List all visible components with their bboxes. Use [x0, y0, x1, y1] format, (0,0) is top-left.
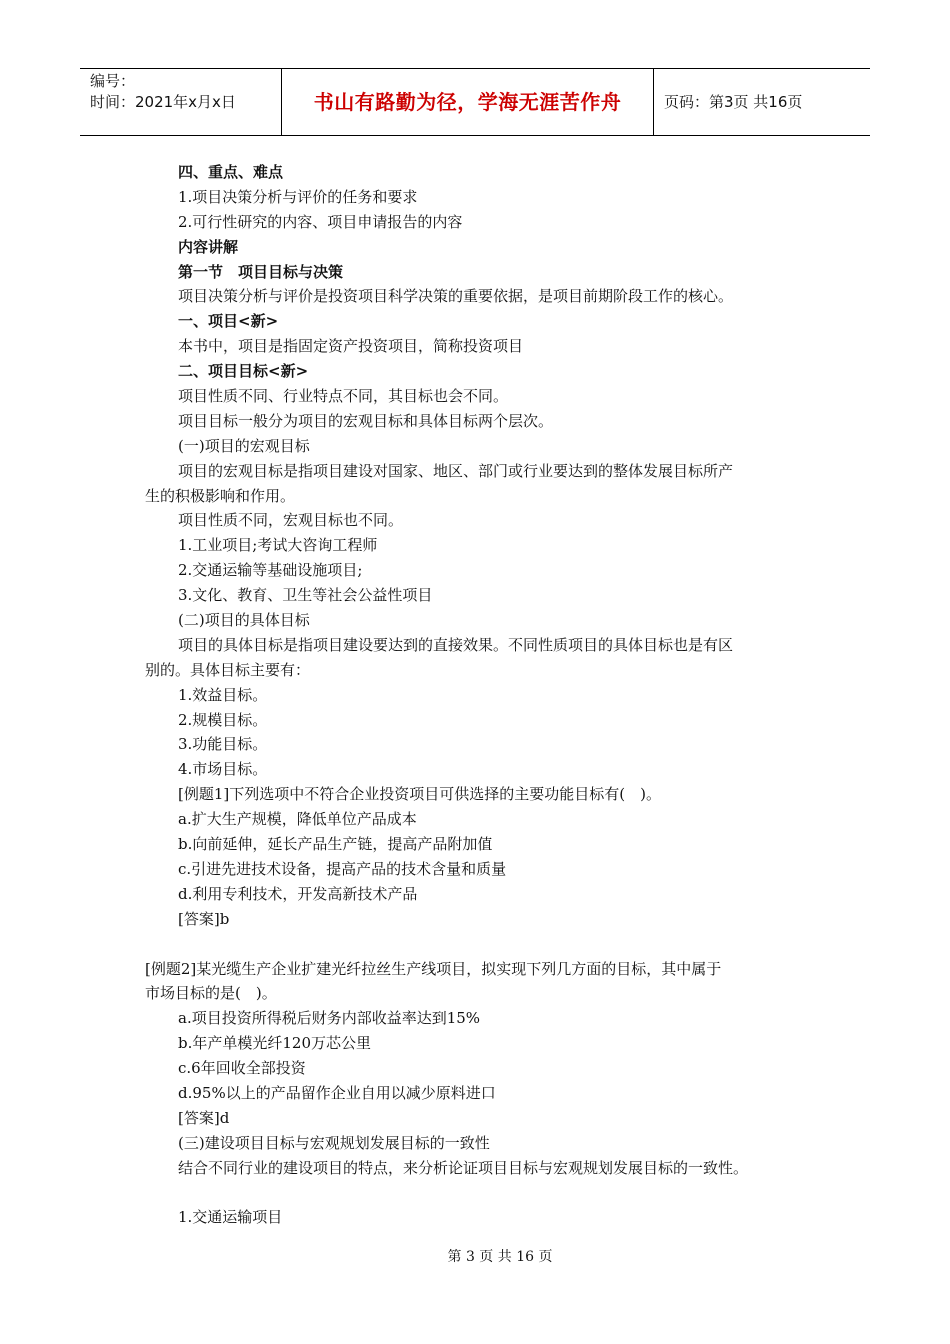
section-heading: 第一节 项目目标与决策	[178, 262, 344, 281]
option-item: a.项目投资所得税后财务内部收益率达到15%	[178, 1009, 481, 1028]
option-item: a.扩大生产规模，降低单位产品成本	[178, 810, 417, 829]
subheading: (一)项目的宏观目标	[178, 436, 310, 455]
header-page-info: 页码：第3页 共16页	[664, 93, 803, 111]
blank-line	[145, 1181, 810, 1206]
list-item: 3.文化、教育、卫生等社会公益性项目	[178, 586, 433, 605]
text-line: 项目的宏观目标是指项目建设对国家、地区、部门或行业要达到的整体发展目标所产	[178, 461, 734, 480]
option-item: c.6年回收全部投资	[178, 1059, 306, 1078]
example-question: [例题2]某光缆生产企业扩建光纤拉丝生产线项目，拟实现下列几方面的目标，其中属于	[145, 959, 722, 978]
answer-line: [答案]d	[178, 1108, 230, 1127]
list-item: 2.交通运输等基础设施项目;	[178, 561, 363, 580]
section-heading: 四、重点、难点	[178, 163, 284, 181]
example-question: [例题1]下列选项中不符合企业投资项目可供选择的主要功能目标有( )。	[178, 785, 661, 804]
document-number-label: 编号：	[90, 72, 136, 90]
text-line: 结合不同行业的建设项目的特点，来分析论证项目目标与宏观规划发展目标的一致性。	[178, 1158, 749, 1177]
answer-line: [答案]b	[178, 909, 230, 928]
page-footer: 第 3 页 共 16 页	[447, 1249, 553, 1265]
text-line: 1.项目决策分析与评价的任务和要求	[178, 187, 418, 206]
text-line: 本书中，项目是指固定资产投资项目，简称投资项目	[178, 337, 524, 356]
section-heading: 内容讲解	[178, 237, 239, 256]
document-body	[145, 160, 810, 1230]
subheading: (二)项目的具体目标	[178, 611, 310, 630]
text-line: 2.可行性研究的内容、项目申请报告的内容	[178, 212, 463, 231]
option-item: b.年产单模光纤120万芯公里	[178, 1034, 372, 1053]
example-question: 市场目标的是( )。	[145, 984, 277, 1003]
option-item: d.利用专利技术，开发高新技术产品	[178, 884, 418, 903]
list-item: 1.工业项目;考试大咨询工程师	[178, 536, 378, 555]
blank-line	[145, 932, 810, 957]
header-left-cell	[80, 69, 282, 135]
text-line: 项目决策分析与评价是投资项目科学决策的重要依据，是项目前期阶段工作的核心。	[178, 287, 734, 306]
text-line: 项目性质不同、行业特点不同，其目标也会不同。	[178, 387, 509, 406]
list-item: 4.市场目标。	[178, 760, 268, 779]
text-line: 项目的具体目标是指项目建设要达到的直接效果。不同性质项目的具体目标也是有区	[178, 635, 734, 654]
text-line: 项目性质不同，宏观目标也不同。	[178, 511, 404, 530]
section-heading: 二、项目目标<新>	[178, 362, 309, 381]
section-heading: 一、项目<新>	[178, 312, 279, 331]
header-motto: 书山有路勤为径，学海无涯苦作舟	[282, 69, 654, 135]
subheading: (三)建设项目目标与宏观规划发展目标的一致性	[178, 1133, 490, 1152]
option-item: d.95%以上的产品留作企业自用以减少原料进口	[178, 1083, 496, 1102]
text-line: 别的。具体目标主要有：	[145, 660, 311, 679]
list-item: 3.功能目标。	[178, 735, 268, 754]
list-item: 2.规模目标。	[178, 710, 268, 729]
list-item: 1.效益目标。	[178, 685, 268, 704]
text-line: 项目目标一般分为项目的宏观目标和具体目标两个层次。	[178, 411, 554, 430]
list-item: 1.交通运输项目	[178, 1208, 283, 1227]
text-line: 生的积极影响和作用。	[145, 486, 296, 505]
page-header	[80, 68, 870, 136]
option-item: c.引进先进技术设备，提高产品的技术含量和质量	[178, 859, 507, 878]
option-item: b.向前延伸，延长产品生产链，提高产品附加值	[178, 835, 493, 854]
document-time-label: 时间：2021年x月x日	[90, 93, 236, 111]
